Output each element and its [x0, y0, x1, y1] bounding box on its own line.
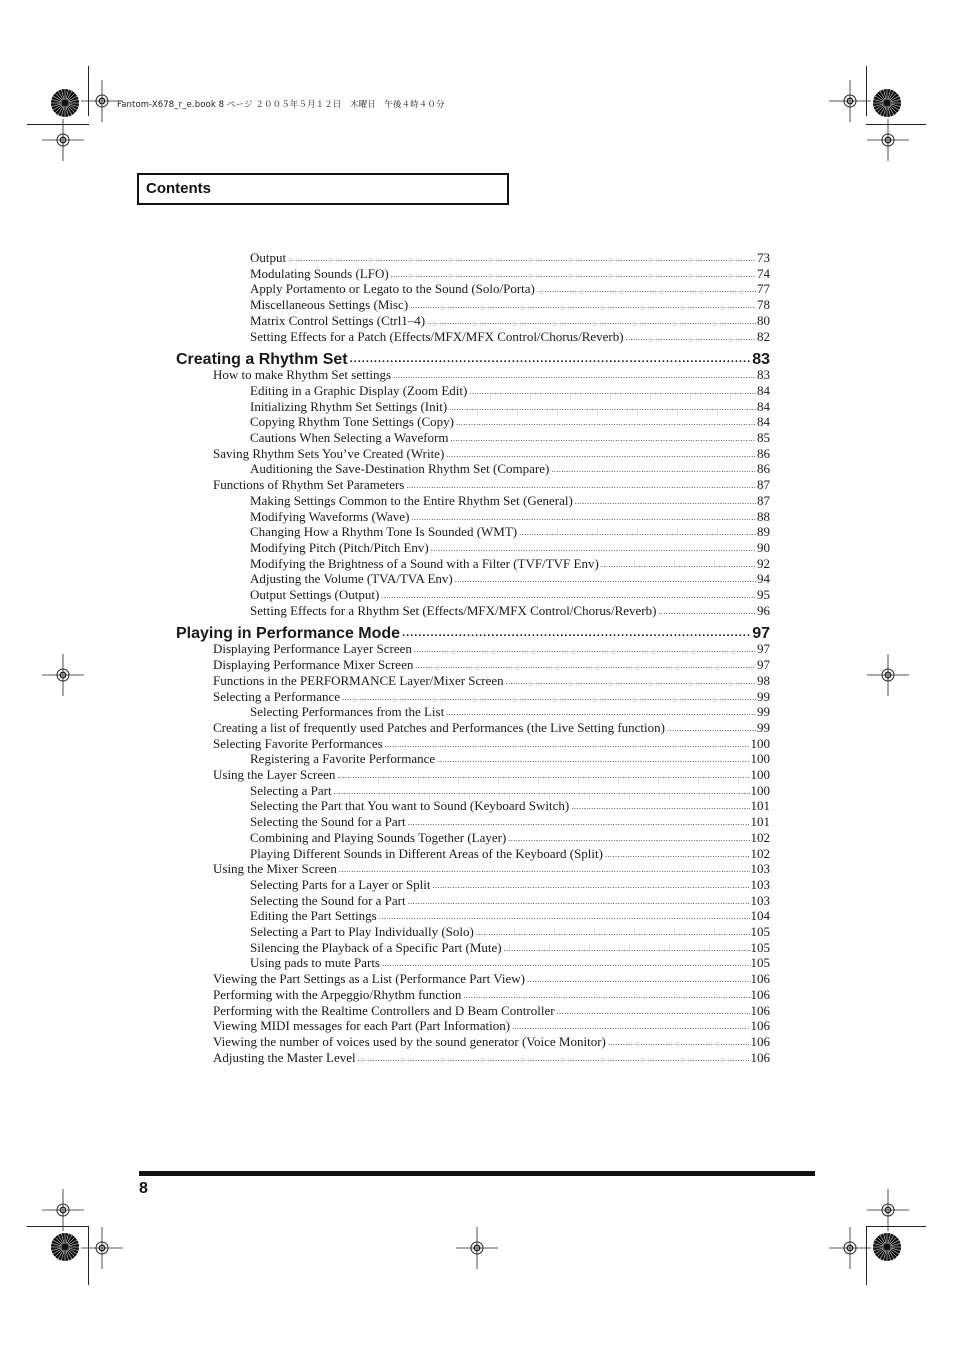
toc-leader-dots	[410, 298, 756, 314]
crop-line	[866, 1226, 926, 1227]
toc-title: Creating a list of frequently used Patches and Performances (the Live Setting function)	[213, 719, 665, 735]
crop-line	[866, 124, 926, 125]
toc-section[interactable]	[213, 367, 770, 383]
toc-leader-dots	[512, 1019, 749, 1035]
toc-section[interactable]	[213, 971, 770, 987]
toc-page-number: 89	[757, 524, 770, 540]
registration-target-icon	[829, 1227, 871, 1269]
toc-page-number: 99	[757, 719, 770, 735]
toc-page-number: 106	[750, 986, 770, 1002]
toc-leader-dots	[601, 557, 756, 573]
toc-title: Modulating Sounds (LFO)	[250, 265, 389, 281]
toc-title: Adjusting the Volume (TVA/TVA Env)	[250, 571, 453, 587]
toc-title: Changing How a Rhythm Tone Is Sounded (WMT)	[250, 524, 518, 540]
toc-subsection[interactable]	[250, 846, 770, 862]
toc-subsection[interactable]	[250, 571, 770, 587]
toc-leader-dots	[551, 462, 756, 478]
toc-page-number: 101	[750, 798, 770, 814]
toc-leader-dots	[411, 510, 756, 526]
toc-title: Playing Different Sounds in Different Areas of the Keyboard (Split)	[250, 845, 603, 861]
toc-page-number: 102	[750, 829, 770, 845]
toc-leader-dots	[381, 588, 756, 604]
registration-target-icon	[456, 1227, 498, 1269]
toc-leader-dots	[508, 831, 749, 847]
registration-target-icon	[42, 1189, 84, 1231]
toc-title: Displaying Performance Layer Screen	[213, 641, 412, 657]
toc-title: Initializing Rhythm Set Settings (Init)	[250, 398, 448, 414]
toc-leader-dots	[427, 314, 756, 330]
toc-leader-dots	[537, 282, 756, 298]
toc-title: Output	[250, 250, 287, 265]
toc-title: Viewing MIDI messages for each Part (Part Information)	[213, 1018, 511, 1034]
toc-leader-dots	[527, 972, 750, 988]
toc-leader-dots	[450, 431, 756, 447]
toc-title: Setting Effects for a Patch (Effects/MFX/MFX Control/Chorus/Reverb)	[250, 328, 624, 344]
toc-page-number: 100	[750, 767, 770, 782]
toc-title: Selecting Parts for a Layer or Split	[250, 876, 431, 892]
toc-page-number: 106	[750, 1049, 770, 1065]
toc-leader-dots	[469, 384, 756, 400]
toc-subsection[interactable]	[250, 940, 770, 956]
registration-star-icon	[872, 1232, 902, 1262]
toc-leader-dots	[408, 894, 750, 910]
toc-page-number: 100	[750, 782, 770, 798]
toc-leader-dots	[402, 623, 751, 643]
toc-title: Using the Layer Screen	[213, 767, 336, 782]
toc-leader-dots	[379, 909, 750, 925]
toc-subsection[interactable]	[250, 509, 770, 525]
toc-section[interactable]	[213, 689, 770, 705]
toc-leader-dots	[382, 956, 750, 972]
toc-title: How to make Rhythm Set settings	[213, 367, 392, 383]
toc-section[interactable]	[213, 987, 770, 1003]
toc-page-number: 86	[757, 445, 770, 461]
toc-title: Viewing the Part Settings as a List (Performance Part View)	[213, 971, 525, 987]
toc-title: Editing the Part Settings	[250, 908, 377, 924]
registration-target-icon	[867, 119, 909, 161]
toc-section[interactable]	[213, 736, 770, 752]
toc-title: Selecting a Performance	[213, 688, 341, 704]
toc-section[interactable]	[213, 641, 770, 657]
toc-subsection[interactable]	[250, 587, 770, 603]
toc-page-number: 97	[752, 625, 770, 643]
registration-star-icon	[50, 88, 80, 118]
toc-page-number: 98	[757, 672, 770, 688]
toc-page-number: 82	[757, 328, 770, 344]
toc-title: Selecting the Sound for a Part	[250, 892, 406, 908]
toc-page-number: 101	[750, 814, 770, 830]
toc-title: Playing in Performance Mode	[176, 625, 401, 643]
toc-page-number: 99	[757, 688, 770, 704]
toc-page-number: 84	[757, 398, 770, 414]
toc-page-number: 74	[757, 265, 770, 281]
toc-page-number: 84	[757, 414, 770, 430]
toc-section[interactable]	[213, 1034, 770, 1050]
toc-page-number: 92	[757, 555, 770, 571]
toc-page-number: 84	[757, 382, 770, 398]
toc-leader-dots	[658, 604, 756, 620]
section-header-box	[137, 173, 509, 205]
toc-title: Performing with the Arpeggio/Rhythm function	[213, 986, 462, 1002]
toc-leader-dots	[519, 525, 756, 541]
toc-leader-dots	[339, 862, 750, 878]
toc-page-number: 78	[757, 297, 770, 313]
toc-subsection[interactable]	[250, 830, 770, 846]
toc-leader-dots	[342, 690, 756, 706]
toc-leader-dots	[433, 878, 750, 894]
toc-leader-dots	[408, 815, 750, 831]
toc-leader-dots	[446, 705, 756, 721]
toc-title: Adjusting the Master Level	[213, 1049, 356, 1065]
toc-page-number: 90	[757, 539, 770, 555]
toc-subsection[interactable]	[250, 399, 770, 415]
toc-section[interactable]	[213, 1003, 770, 1019]
toc-page-number: 96	[757, 602, 770, 618]
crop-line	[866, 1227, 867, 1285]
toc-title: Silencing the Playback of a Specific Part (Mute)	[250, 939, 502, 955]
toc-subsection[interactable]	[250, 250, 770, 266]
toc-leader-dots	[557, 1004, 750, 1020]
toc-leader-dots	[449, 400, 756, 416]
toc-page-number: 100	[750, 751, 770, 767]
toc-title: Copying Rhythm Tone Settings (Copy)	[250, 414, 454, 430]
toc-title: Selecting the Sound for a Part	[250, 814, 406, 830]
toc-subsection[interactable]	[250, 297, 770, 313]
registration-target-icon	[42, 654, 84, 696]
toc-title: Selecting a Part	[250, 782, 332, 798]
toc-leader-dots	[288, 251, 756, 267]
toc-leader-dots	[414, 642, 756, 658]
toc-leader-dots	[575, 494, 756, 510]
toc-title: Functions in the PERFORMANCE Layer/Mixer Screen	[213, 672, 504, 688]
registration-star-icon	[872, 88, 902, 118]
toc-leader-dots	[391, 267, 756, 283]
toc-leader-dots	[608, 1035, 750, 1051]
toc-title: Setting Effects for a Rhythm Set (Effects/MFX/MFX Control/Chorus/Reverb)	[250, 602, 657, 618]
registration-star-icon	[50, 1232, 80, 1262]
toc-page-number: 100	[750, 735, 770, 751]
toc-page-number: 85	[757, 430, 770, 445]
toc-page-number: 77	[757, 281, 770, 297]
toc-leader-dots	[476, 925, 750, 941]
toc-title: Functions of Rhythm Set Parameters	[213, 477, 405, 493]
toc-subsection[interactable]	[250, 329, 770, 345]
toc-title: Performing with the Realtime Controllers and D Beam Controller	[213, 1002, 555, 1018]
toc-subsection[interactable]	[250, 955, 770, 971]
toc-subsection[interactable]	[250, 798, 770, 814]
toc-title: Modifying Waveforms (Wave)	[250, 508, 410, 524]
toc-page-number: 87	[757, 492, 770, 508]
toc-page-number: 88	[757, 508, 770, 524]
toc-title: Saving Rhythm Sets You’ve Created (Write)	[213, 445, 445, 461]
toc-page-number: 106	[750, 1018, 770, 1034]
registration-target-icon	[42, 119, 84, 161]
toc-title: Modifying the Brightness of a Sound with a Filter (TVF/TVF Env)	[250, 555, 599, 571]
toc-title: Output Settings (Output)	[250, 587, 380, 602]
toc-title: Combining and Playing Sounds Together (Layer)	[250, 829, 507, 845]
toc-page-number: 83	[757, 367, 770, 383]
footer-rule	[139, 1171, 815, 1176]
toc-subsection[interactable]	[250, 493, 770, 509]
toc-section[interactable]	[213, 1050, 770, 1066]
toc-subsection[interactable]	[250, 893, 770, 909]
toc-section[interactable]	[213, 720, 770, 736]
toc-leader-dots	[350, 349, 752, 369]
toc-subsection[interactable]	[250, 783, 770, 799]
toc-title: Selecting Performances from the List	[250, 704, 445, 720]
print-header: Fantom-X678_r_e.book 8 ページ ２００５年５月１２日 木曜日 午後４時４０分	[117, 100, 445, 110]
toc-title: Creating a Rhythm Set	[176, 351, 348, 369]
page-number: 8	[139, 1180, 148, 1197]
toc-page-number: 97	[757, 641, 770, 657]
toc-title: Displaying Performance Mixer Screen	[213, 657, 414, 673]
toc-section[interactable]	[213, 446, 770, 462]
toc-page-number: 105	[750, 924, 770, 939]
toc-title: Viewing the number of voices used by the sound generator (Voice Monitor)	[213, 1033, 606, 1049]
toc-section[interactable]	[213, 1018, 770, 1034]
toc-leader-dots	[437, 752, 749, 768]
toc-subsection[interactable]	[250, 751, 770, 767]
toc-page-number: 106	[750, 1033, 770, 1049]
registration-target-icon	[867, 654, 909, 696]
toc-title: Modifying Pitch (Pitch/Pitch Env)	[250, 539, 429, 555]
toc-subsection[interactable]	[250, 924, 770, 940]
crop-line	[27, 1226, 89, 1227]
toc-leader-dots	[506, 674, 756, 690]
toc-page-number: 103	[750, 876, 770, 892]
toc-subsection[interactable]	[250, 877, 770, 893]
toc-title: Registering a Favorite Performance	[250, 751, 436, 767]
crop-line	[27, 124, 89, 125]
toc-page-number: 105	[750, 939, 770, 955]
toc-page-number: 106	[750, 971, 770, 987]
toc-leader-dots	[415, 658, 756, 674]
toc-subsection[interactable]	[250, 704, 770, 720]
toc-subsection[interactable]	[250, 556, 770, 572]
toc-subsection[interactable]	[250, 461, 770, 477]
toc-leader-dots	[455, 572, 756, 588]
toc-leader-dots	[358, 1051, 750, 1067]
toc-section[interactable]	[213, 673, 770, 689]
toc-subsection[interactable]	[250, 266, 770, 282]
toc-leader-dots	[431, 541, 756, 557]
toc-section[interactable]	[213, 657, 770, 673]
toc-title: Selecting a Part to Play Individually (Solo)	[250, 924, 474, 939]
toc-title: Apply Portamento or Legato to the Sound (Solo/Porta)	[250, 281, 535, 297]
toc-subsection[interactable]	[250, 540, 770, 556]
toc-title: Matrix Control Settings (Ctrl1–4)	[250, 312, 426, 328]
toc-leader-dots	[504, 941, 750, 957]
toc-page-number: 106	[750, 1002, 770, 1018]
toc-section[interactable]	[213, 767, 770, 783]
registration-target-icon	[867, 1189, 909, 1231]
toc-page-number: 104	[750, 908, 770, 924]
toc-leader-dots	[571, 799, 749, 815]
toc-subsection[interactable]	[250, 524, 770, 540]
toc-leader-dots	[456, 415, 756, 431]
toc-leader-dots	[334, 784, 750, 800]
crop-line	[88, 1227, 89, 1285]
toc-page-number: 99	[757, 704, 770, 720]
toc-page-number: 87	[757, 477, 770, 493]
toc-page-number: 97	[757, 657, 770, 673]
toc-leader-dots	[446, 447, 756, 463]
toc-subsection[interactable]	[250, 383, 770, 399]
toc-title: Editing in a Graphic Display (Zoom Edit)	[250, 382, 468, 398]
toc-section[interactable]	[213, 477, 770, 493]
toc-title: Using pads to mute Parts	[250, 955, 380, 971]
toc-subsection[interactable]	[250, 908, 770, 924]
toc-page-number: 103	[750, 861, 770, 877]
toc-leader-dots	[626, 330, 756, 346]
toc-subsection[interactable]	[250, 281, 770, 297]
toc-title: Auditioning the Save-Destination Rhythm Set (Compare)	[250, 461, 550, 477]
toc-title: Cautions When Selecting a Waveform	[250, 430, 449, 445]
registration-target-icon	[829, 80, 871, 122]
toc-page-number: 95	[757, 587, 770, 602]
toc-leader-dots	[605, 847, 750, 863]
toc-page-number: 105	[750, 955, 770, 971]
toc-page-number: 80	[757, 312, 770, 328]
toc-title: Making Settings Common to the Entire Rhythm Set (General)	[250, 492, 573, 508]
crop-line	[866, 66, 867, 116]
toc-subsection[interactable]	[250, 603, 770, 619]
toc-page-number: 103	[750, 892, 770, 908]
toc-subsection[interactable]	[250, 814, 770, 830]
toc-page-number: 83	[752, 351, 770, 369]
toc-subsection[interactable]	[250, 414, 770, 430]
toc-title: Miscellaneous Settings (Misc)	[250, 297, 409, 313]
toc-leader-dots	[393, 368, 756, 384]
toc-leader-dots	[406, 478, 756, 494]
toc-title: Using the Mixer Screen	[213, 861, 337, 877]
section-header-title: Contents	[146, 180, 211, 197]
toc-title: Selecting Favorite Performances	[213, 735, 383, 751]
toc-section[interactable]	[213, 861, 770, 877]
toc-page-number: 94	[757, 571, 770, 587]
toc-page-number: 86	[757, 461, 770, 477]
toc-page-number: 73	[757, 250, 770, 265]
toc-title: Selecting the Part that You want to Sound (Keyboard Switch)	[250, 798, 570, 814]
crop-line	[88, 66, 89, 116]
toc-leader-dots	[463, 988, 749, 1004]
toc-subsection[interactable]	[250, 313, 770, 329]
toc-page-number: 102	[750, 845, 770, 861]
toc-leader-dots	[667, 721, 756, 737]
toc-leader-dots	[337, 768, 749, 784]
toc-subsection[interactable]	[250, 430, 770, 446]
toc-leader-dots	[385, 737, 750, 753]
